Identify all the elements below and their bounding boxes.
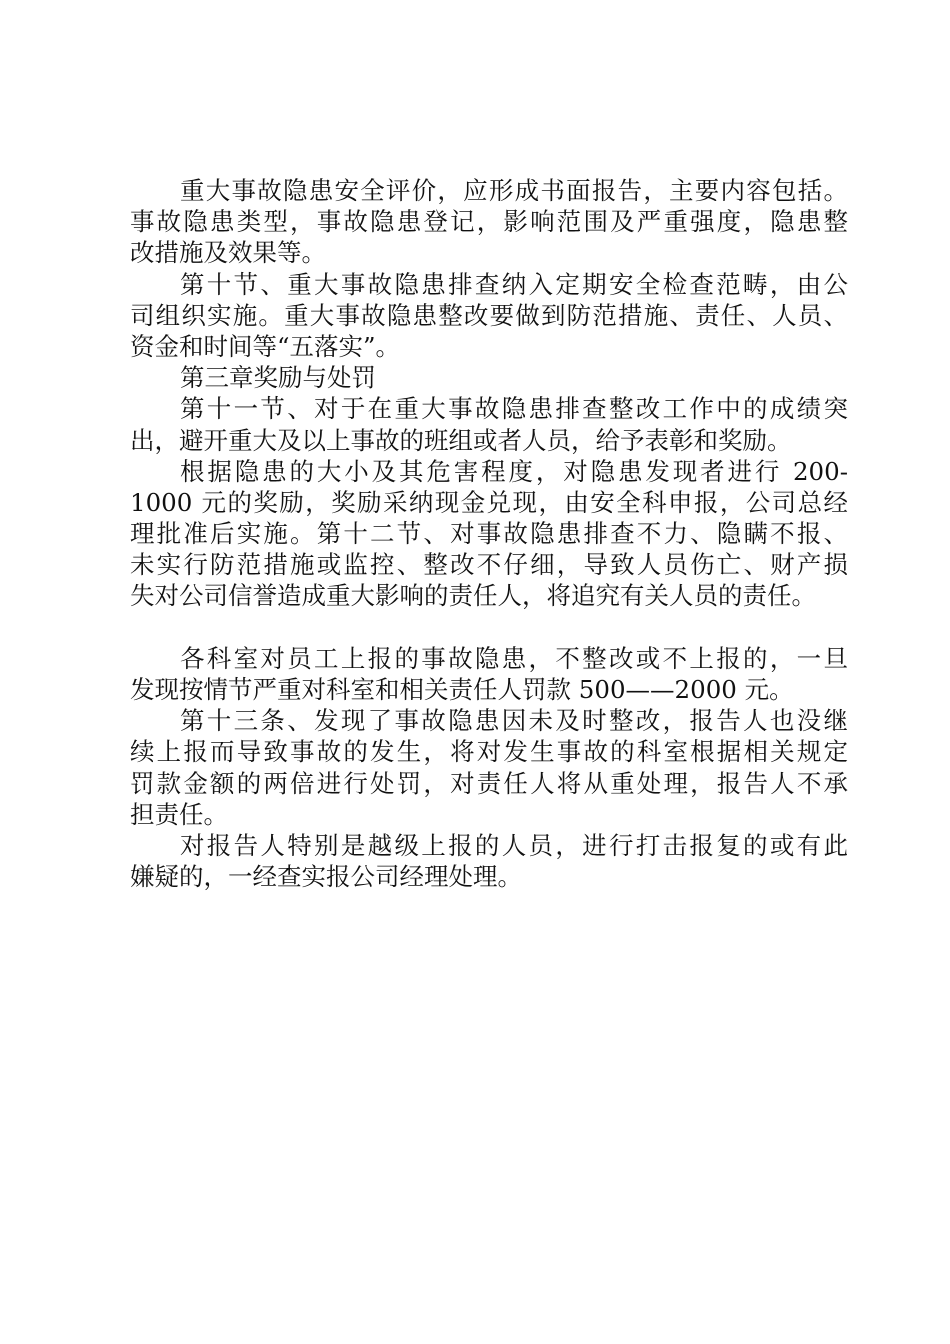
paragraph-line: 出，避开重大及以上事故的班组或者人员，给予表彰和奖励。 <box>130 425 792 455</box>
paragraph-line: 对报告人特别是越级上报的人员，进行打击报复的或有此 <box>180 830 848 860</box>
paragraph-reward-and-section-12 <box>130 456 848 612</box>
paragraph-section-11 <box>130 393 848 455</box>
paragraph-department-fine <box>130 643 848 705</box>
paragraph-line: 嫌疑的，一经查实报公司经理处理。 <box>130 862 522 892</box>
paragraph-line: 理批准后实施。第十二节、对事故隐患排查不力、隐瞒不报、 <box>130 519 848 549</box>
paragraph-hazard-evaluation <box>130 175 848 269</box>
paragraph-line: 改措施及效果等。 <box>130 238 326 268</box>
paragraph-line: 重大事故隐患安全评价，应形成书面报告，主要内容包括。 <box>180 176 848 205</box>
paragraph-line: 第十一节、对于在重大事故隐患排查整改工作中的成绩突 <box>180 394 848 424</box>
document-body <box>130 175 848 892</box>
paragraph-line: 未实行防范措施或监控、整改不仔细，导致人员伤亡、财产损 <box>130 550 848 580</box>
paragraph-line: 续上报而导致事故的发生，将对发生事故的科室根据相关规定 <box>130 737 848 767</box>
paragraph-section-13 <box>130 705 848 830</box>
paragraph-line: 发现按情节严重对科室和相关责任人罚款 500——2000 元。 <box>130 675 794 704</box>
paragraph-line: 担责任。 <box>130 799 228 829</box>
chapter-heading-text: 第三章奖励与处罚 <box>180 363 376 393</box>
paragraph-spacer <box>130 612 848 643</box>
paragraph-section-10 <box>130 269 848 363</box>
chapter-3-heading <box>130 362 848 393</box>
paragraph-line: 第十节、重大事故隐患排查纳入定期安全检查范畴，由公 <box>180 269 848 299</box>
paragraph-reporter-protection <box>130 830 848 892</box>
paragraph-line: 1000 元的奖励，奖励采纳现金兑现，由安全科申报，公司总经 <box>130 487 848 517</box>
paragraph-line: 失对公司信誉造成重大影响的责任人，将追究有关人员的责任。 <box>130 581 816 611</box>
paragraph-line: 罚款金额的两倍进行处罚，对责任人将从重处理，报告人不承 <box>130 768 848 798</box>
paragraph-line: 根据隐患的大小及其危害程度，对隐患发现者进行 200- <box>180 456 848 486</box>
paragraph-line: 资金和时间等“五落实”。 <box>130 331 401 361</box>
paragraph-line: 司组织实施。重大事故隐患整改要做到防范措施、责任、人员、 <box>130 300 848 330</box>
paragraph-line: 各科室对员工上报的事故隐患，不整改或不上报的，一旦 <box>180 643 848 673</box>
paragraph-line: 事故隐患类型，事故隐患登记，影响范围及严重强度，隐患整 <box>130 207 848 237</box>
paragraph-line: 第十三条、发现了事故隐患因未及时整改，报告人也没继 <box>180 706 848 736</box>
